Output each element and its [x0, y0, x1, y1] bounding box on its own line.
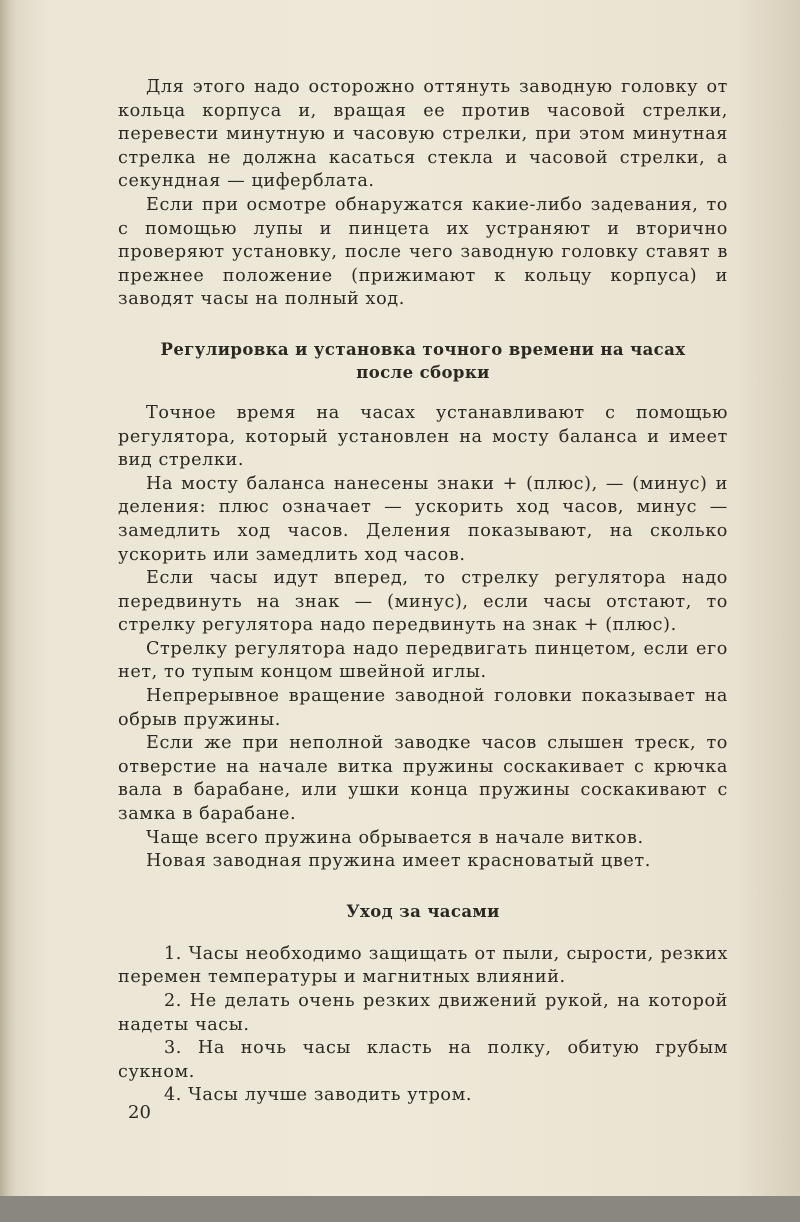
section-heading-regulation: [118, 338, 728, 384]
section-heading-watch-care: Уход за часами: [346, 901, 500, 921]
intro-paragraph-2: Если при осмотре обнаружатся какие-либо задевания, то с помощью лупы и пинцета их устраняют и вторично проверяют установку, после чего заводную головку ставят в прежнее положение (прижимают к кольцу корпуса) и заводят часы на полный ход.: [118, 194, 728, 310]
list-item: 3. На ночь часы класть на полку, обитую грубым сукном.: [118, 1038, 728, 1082]
section-heading-line-1: Регулировка и установка точного времени на часах: [160, 339, 686, 359]
page-number: 20: [128, 1102, 151, 1123]
list-item: 2. Не делать очень резких движений рукой, на которой надеты часы.: [118, 991, 728, 1035]
paragraph: На мосту баланса нанесены знаки + (плюс), — (минус) и деления: плюс означает — ускорить ход часов, минус — замедлить ход часов. Деления показывают, на сколько ускорить или замедлить ход часов.: [118, 473, 728, 565]
paragraph: Непрерывное вращение заводной головки показывает на обрыв пружины.: [118, 686, 728, 730]
scan-background-strip: [0, 1196, 800, 1222]
list-item: 4. Часы лучше заводить утром.: [164, 1085, 473, 1106]
paragraph: Если часы идут вперед, то стрелку регулятора надо передвинуть на знак — (минус), если часы отстают, то стрелку регулятора надо передвинуть на знак + (плюс).: [118, 568, 728, 636]
paragraph: Точное время на часах устанавливают с помощью регулятора, который установлен на мосту баланса и имеет вид стрелки.: [118, 402, 728, 471]
page-binding-edge: [0, 0, 16, 1222]
paragraph: Стрелку регулятора надо передвигать пинцетом, если его нет, то тупым концом швейной иглы.: [118, 638, 728, 683]
paragraph: Новая заводная пружина имеет красноватый цвет.: [146, 851, 651, 872]
intro-paragraph-1: Для этого надо осторожно оттянуть заводную головку от кольца корпуса и, вращая ее против часовой стрелки, перевести минутную и часовую стрелки, при этом минутная стрелка не должна касаться стекла и часовой стрелки, а секундная — циферблата.: [118, 77, 728, 192]
paragraph: Чаще всего пружина обрывается в начале витков.: [146, 827, 644, 848]
list-item: 1. Часы необходимо защищать от пыли, сырости, резких перемен температуры и магнитных влияний.: [118, 943, 728, 988]
section-heading-line-2: после сборки: [356, 362, 490, 382]
paragraph: Если же при неполной заводке часов слышен треск, то отверстие на начале витка пружины соскакивает с крючка вала в барабане, или ушки конца пружины соскакивают с замка в барабане.: [118, 733, 728, 825]
page-text: [118, 76, 728, 1108]
